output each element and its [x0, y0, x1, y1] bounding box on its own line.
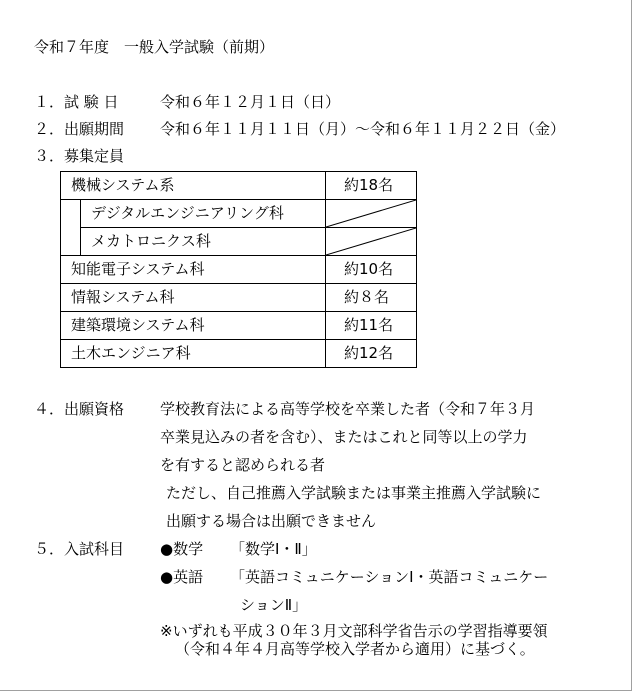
group-indent	[61, 200, 81, 256]
exam-date-value: 令和６年１２月１日（日）	[160, 93, 341, 111]
department-name: デジタルエンジニアリング科	[81, 200, 326, 228]
eligibility-line: 卒業見込みの者を含む）、またはこれと同等以上の学力	[160, 428, 528, 446]
no-quota-cell	[326, 228, 417, 256]
table-row	[61, 340, 417, 368]
eligibility-note-line: ただし、自己推薦入学試験または事業主推薦入学試験に	[166, 484, 542, 502]
eligibility-label: ４．出願資格	[34, 400, 125, 418]
eligibility-line: 学校教育法による高等学校を卒業した者（令和７年３月	[160, 400, 536, 418]
table-row	[61, 284, 417, 312]
department-count: 約18名	[326, 172, 417, 200]
table-row	[61, 312, 417, 340]
english-detail-continued: ションⅡ」	[240, 596, 308, 614]
no-quota-cell	[326, 200, 417, 228]
page-title: 令和７年度 一般入学試験（前期）	[34, 38, 275, 56]
english-subject: ●英語	[160, 568, 204, 586]
subjects-label: ５．入試科目	[34, 540, 125, 558]
department-name: 土木エンジニア科	[61, 340, 326, 368]
exam-date-label: １．試 験 日	[34, 93, 119, 111]
diagonal-slash	[326, 228, 416, 256]
table-row	[61, 172, 417, 200]
department-name: 知能電子システム科	[61, 256, 326, 284]
eligibility-note-line: 出願する場合は出願できません	[166, 512, 377, 530]
table-row	[61, 228, 417, 256]
quota-label: ３．募集定員	[34, 147, 125, 165]
department-count: 約８名	[326, 284, 417, 312]
application-period-label: ２．出願期間	[34, 120, 125, 138]
diagonal-slash	[326, 200, 416, 228]
subjects-note-line: ※いずれも平成３０年３月文部科学省告示の学習指導要領	[160, 622, 548, 640]
table-row	[61, 256, 417, 284]
table-row	[61, 200, 417, 228]
quota-table	[60, 171, 417, 368]
math-detail: 「数学Ⅰ・Ⅱ」	[230, 540, 317, 558]
eligibility-line: を有すると認められる者	[160, 456, 326, 474]
department-name: 機械システム系	[61, 172, 326, 200]
department-name: メカトロニクス科	[81, 228, 326, 256]
department-count: 約11名	[326, 312, 417, 340]
application-period-value: 令和６年１１月１１日（月）～令和６年１１月２２日（金）	[160, 120, 566, 138]
department-count: 約10名	[326, 256, 417, 284]
subjects-note-line: （令和４年４月高等学校入学者から適用）に基づく。	[175, 640, 535, 658]
department-name: 情報システム科	[61, 284, 326, 312]
math-subject: ●数学	[160, 540, 204, 558]
english-detail: 「英語コミュニケーションⅠ・英語コミュニケー	[230, 568, 549, 586]
department-count: 約12名	[326, 340, 417, 368]
department-name: 建築環境システム科	[61, 312, 326, 340]
